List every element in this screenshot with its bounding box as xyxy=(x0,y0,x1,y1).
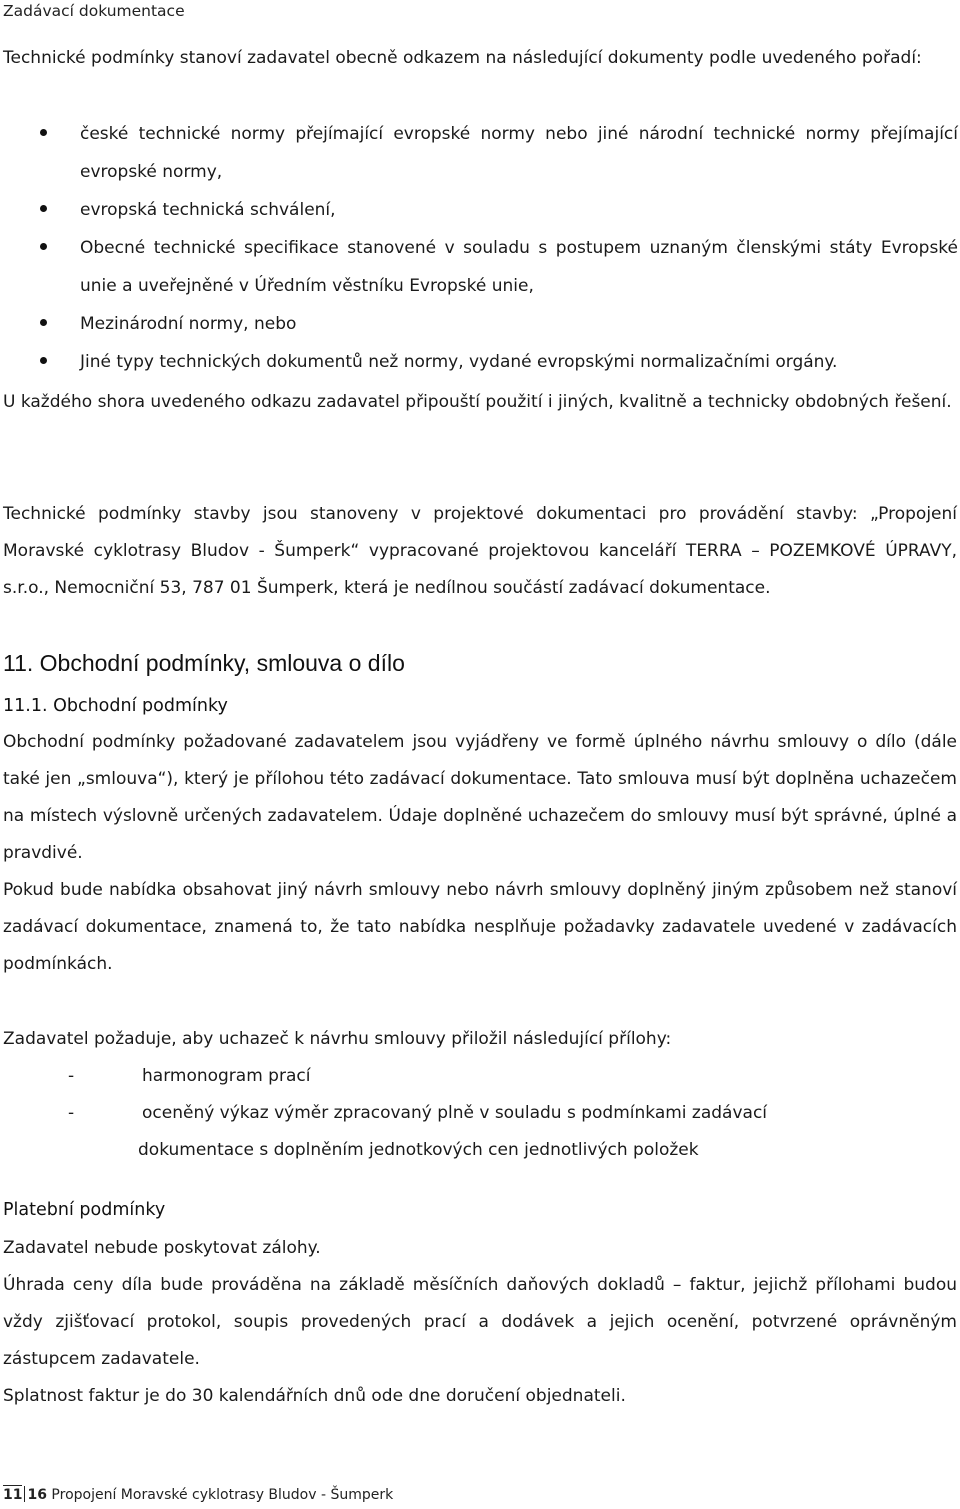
list-item xyxy=(0,305,958,343)
bullet-icon xyxy=(40,357,47,364)
standards-list xyxy=(0,115,960,381)
section-heading: 11. Obchodní podmínky, smlouva o dílo xyxy=(3,650,405,676)
attachment-item-continued: dokumentace s doplněním jednotkových cen jednotlivých položek xyxy=(138,1140,699,1160)
footer-title: Propojení Moravské cyklotrasy Bludov - Šumperk xyxy=(51,1487,394,1503)
bullet-icon xyxy=(40,205,47,212)
contract-paragraph: Obchodní podmínky požadované zadavatelem jsou vyjádřeny ve formě úplného návrhu smlouvy o dílo (dále také jen „smlouva“), který je přílohou této zadávací dokumentace. Tato smlouva musí být doplněna uchazečem na místech výslovně určených zadavatelem. Údaje doplněné uchazečem do smlouvy musí být správné, úplné a pravdivé. xyxy=(3,732,957,863)
payment-due-paragraph: Splatnost faktur je do 30 kalendářních dnů ode dne doručení objednateli. xyxy=(3,1386,626,1406)
subsection-heading: 11.1. Obchodní podmínky xyxy=(3,696,228,716)
list-item-text: evropská technická schválení, xyxy=(80,200,336,220)
alternatives-paragraph: U každého shora uvedeného odkazu zadavatel připouští použití i jiných, kvalitně a technicky obdobných řešení. xyxy=(3,392,952,412)
attachments-intro: Zadavatel požaduje, aby uchazeč k návrhu smlouvy přiložil následující přílohy: xyxy=(3,1029,672,1049)
payment-heading: Platební podmínky xyxy=(3,1200,166,1220)
page-total: 16 xyxy=(27,1487,47,1503)
dash-marker: - xyxy=(68,1103,75,1123)
payment-invoice-paragraph: Úhrada ceny díla bude prováděna na základě měsíčních daňových dokladů – faktur, jejichž přílohami budou vždy zjišťovací protokol, soupis provedených prací a dodávek a jejich ocenění, potvrzené oprávněným zástupcem zadavatele. xyxy=(3,1275,957,1369)
attachment-item: oceněný výkaz výměr zpracovaný plně v souladu s podmínkami zadávací xyxy=(142,1103,768,1123)
tech-conditions-paragraph: Technické podmínky stavby jsou stanoveny v projektové dokumentaci pro provádění stavby: „Propojení Moravské cyklotrasy Bludov - Šumperk“ vypracované projektovou kanceláří TERRA – POZEMKOVÉ ÚPRAVY, s.r.o., Nemocniční 53, 787 01 Šumperk, která je nedílnou součástí zadávací dokumentace. xyxy=(3,504,957,598)
document-footer xyxy=(3,1485,393,1504)
list-item-text: Jiné typy technických dokumentů než normy, vydané evropskými normalizačními orgány. xyxy=(80,352,838,372)
list-item-text: Obecné technické specifikace stanovené v souladu s postupem uznaným členskými státy Evropské unie a uveřejněné v Úředním věstníku Evropské unie, xyxy=(80,238,958,296)
bullet-icon xyxy=(40,243,47,250)
list-item xyxy=(0,115,958,191)
footer-separator xyxy=(24,1486,25,1502)
document-header: Zadávací dokumentace xyxy=(3,2,185,20)
intro-paragraph: Technické podmínky stanoví zadavatel obecně odkazem na následující dokumenty podle uvedeného pořadí: xyxy=(3,48,922,68)
payment-advance-paragraph: Zadavatel nebude poskytovat zálohy. xyxy=(3,1238,321,1258)
list-item-text: české technické normy přejímající evropské normy nebo jiné národní technické normy přejímající evropské normy, xyxy=(80,124,958,182)
attachment-item: harmonogram prací xyxy=(142,1066,311,1086)
bullet-icon xyxy=(40,129,47,136)
list-item xyxy=(0,191,958,229)
bullet-icon xyxy=(40,319,47,326)
list-item xyxy=(0,229,958,305)
list-item xyxy=(0,343,958,381)
list-item-text: Mezinárodní normy, nebo xyxy=(80,314,297,334)
page-number: 11 xyxy=(3,1487,23,1503)
dash-marker: - xyxy=(68,1066,75,1086)
contract-deviation-paragraph: Pokud bude nabídka obsahovat jiný návrh smlouvy nebo návrh smlouvy doplněný jiným způsobem než stanoví zadávací dokumentace, znamená to, že tato nabídka nesplňuje požadavky zadavatele uvedené v zadávacích podmínkách. xyxy=(3,880,957,974)
